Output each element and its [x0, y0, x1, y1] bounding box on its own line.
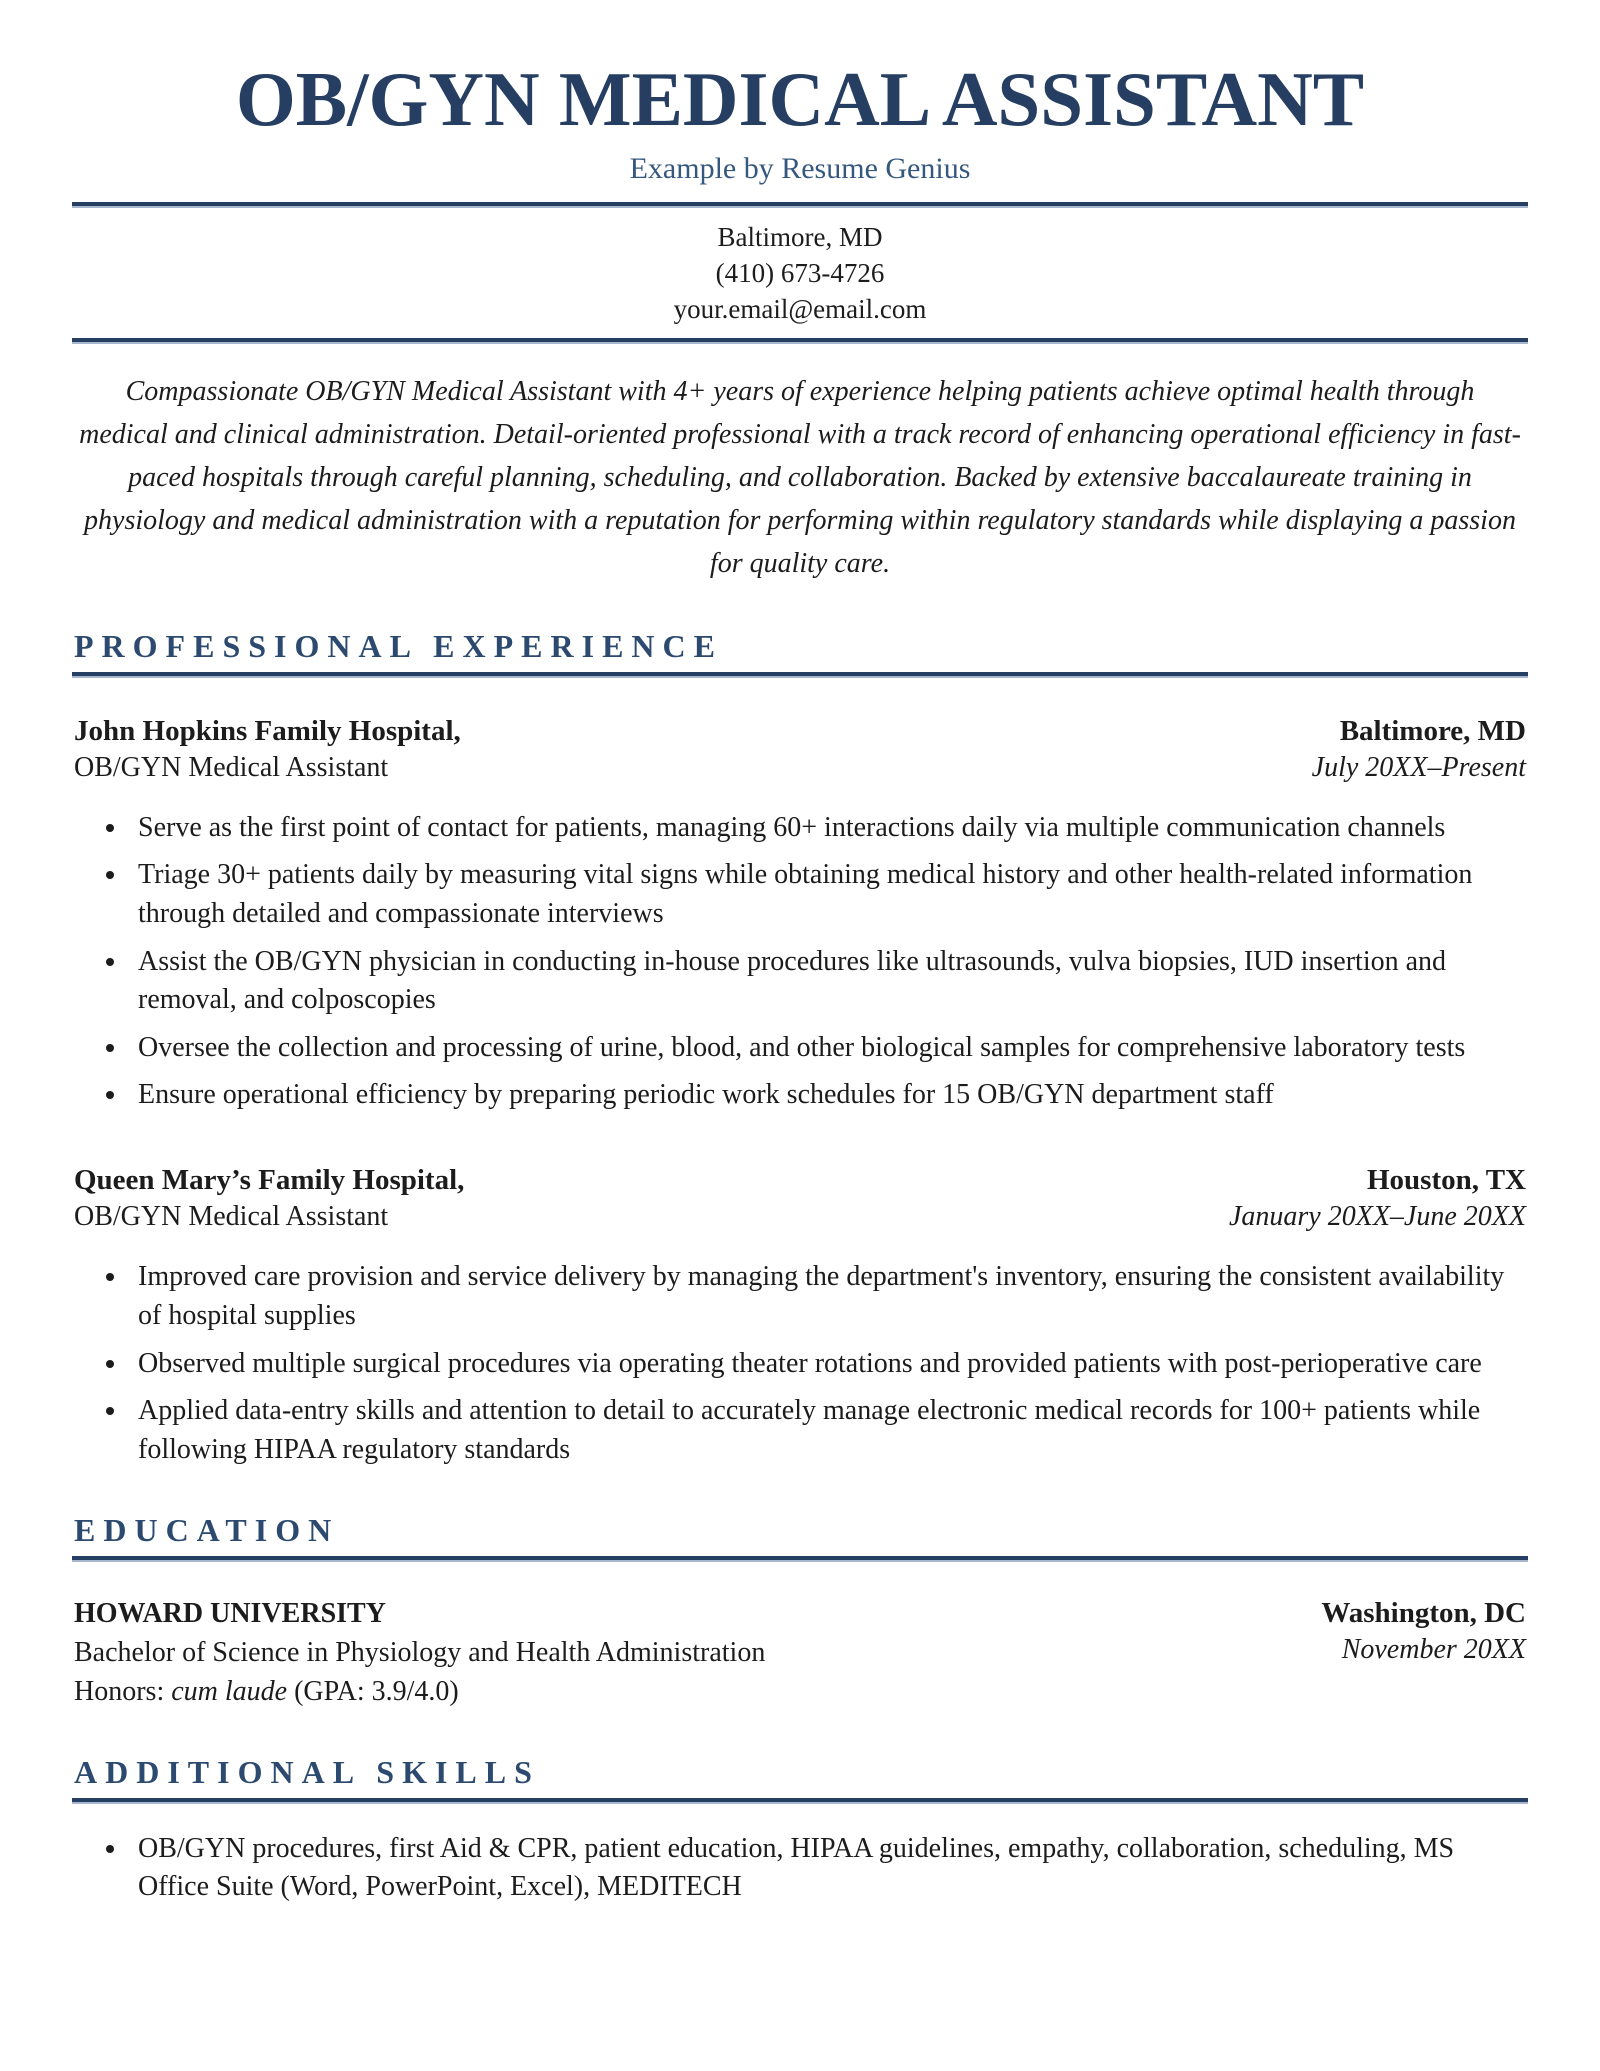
job-1-dates: July 20XX–Present — [1311, 751, 1526, 783]
job-1-location: Baltimore, MD — [1339, 714, 1526, 747]
experience-heading: PROFESSIONAL EXPERIENCE — [74, 628, 723, 665]
bullet-item: Ensure operational efficiency by preparing periodic work schedules for 15 OB/GYN department staff — [138, 1076, 1528, 1115]
education-heading-divider — [72, 1556, 1528, 1562]
page-title: OB/GYN MEDICAL ASSISTANT — [235, 56, 1365, 142]
job-2-bullets — [72, 1258, 1528, 1469]
bullet-item: Applied data-entry skills and attention to detail to accurately manage electronic medical records for 100+ patients while following HIPAA regulatory standards — [138, 1392, 1528, 1469]
education-entry — [72, 1594, 1528, 1712]
education-heading: EDUCATION — [74, 1512, 340, 1549]
education-degree: Bachelor of Science in Physiology and Health Administration — [74, 1637, 766, 1669]
bullet-item: Assist the OB/GYN physician in conducting in-house procedures like ultrasounds, vulva biopsies, IUD insertion and removal, and colposcopies — [138, 943, 1528, 1020]
job-2-role: OB/GYN Medical Assistant — [74, 1201, 389, 1233]
section-education — [72, 1511, 1528, 1711]
job-1-bullets — [72, 809, 1528, 1115]
bullet-item: Serve as the first point of contact for patients, managing 60+ interactions daily via multiple communication channels — [138, 809, 1528, 848]
skills-heading: ADDITIONAL SKILLS — [74, 1754, 540, 1791]
job-2-right — [1229, 1161, 1526, 1236]
job-entry-1 — [72, 712, 1528, 1116]
honors-latin: cum laude — [171, 1676, 288, 1708]
job-2-dates: January 20XX–June 20XX — [1228, 1201, 1526, 1233]
education-entry-header — [74, 1594, 1526, 1712]
bullet-item: Triage 30+ patients daily by measuring vital signs while obtaining medical history and other health-related information through detailed and compassionate interviews — [138, 856, 1528, 933]
honors-gpa: (GPA: 3.9/4.0) — [287, 1676, 459, 1708]
job-1-right — [1312, 712, 1526, 787]
section-professional-experience — [72, 627, 1528, 1469]
bullet-item: Oversee the collection and processing of urine, blood, and other biological samples for comprehensive laboratory tests — [138, 1029, 1528, 1068]
job-2-left — [74, 1161, 464, 1236]
job-2-location: Houston, TX — [1366, 1164, 1526, 1197]
page-subtitle: Example by Resume Genius — [629, 151, 971, 185]
job-1-header — [74, 712, 1526, 787]
contact-block — [72, 208, 1528, 338]
education-honors — [74, 1672, 765, 1711]
bullet-item: OB/GYN procedures, first Aid & CPR, patient education, HIPAA guidelines, empathy, collaboration, scheduling, MS Office Suite (Word, PowerPoint, Excel), MEDITECH — [138, 1830, 1528, 1907]
job-1-left — [74, 712, 461, 787]
experience-heading-divider — [72, 672, 1528, 678]
summary-paragraph: Compassionate OB/GYN Medical Assistant with 4+ years of experience helping patients achieve optimal health through medical and clinical administration. Detail-oriented professional with a track record of enhancing operational efficiency in fast-paced hospitals through careful planning, scheduling, and collaboration. Backed by extensive baccalaureate training in physiology and medical administration with a reputation for performing within regulatory standards while displaying a passion for quality care. — [79, 375, 1521, 580]
job-1-role: OB/GYN Medical Assistant — [74, 751, 389, 783]
job-2-company: Queen Mary’s Family Hospital, — [74, 1164, 465, 1197]
education-school: HOWARD UNIVERSITY — [74, 1597, 386, 1629]
bullet-item: Improved care provision and service delivery by managing the department's inventory, ensuring the consistent availability of hospital supplies — [138, 1258, 1528, 1335]
job-entry-2 — [72, 1161, 1528, 1469]
header-divider-bottom — [72, 338, 1528, 344]
education-right — [1321, 1594, 1526, 1669]
contact-phone: (410) 673-4726 — [715, 257, 885, 288]
education-dates: November 20XX — [1341, 1634, 1526, 1666]
job-2-header — [74, 1161, 1526, 1236]
bullet-item: Observed multiple surgical procedures via operating theater rotations and provided patients with post-perioperative care — [138, 1345, 1528, 1384]
job-1-company: John Hopkins Family Hospital, — [74, 714, 461, 747]
honors-prefix: Honors: — [74, 1676, 172, 1708]
section-additional-skills — [72, 1753, 1528, 1907]
skills-bullets — [72, 1830, 1528, 1907]
contact-email: your.email@email.com — [673, 293, 927, 324]
education-left — [74, 1594, 765, 1712]
education-location: Washington, DC — [1321, 1596, 1526, 1629]
contact-location: Baltimore, MD — [717, 221, 883, 252]
skills-heading-divider — [72, 1798, 1528, 1804]
